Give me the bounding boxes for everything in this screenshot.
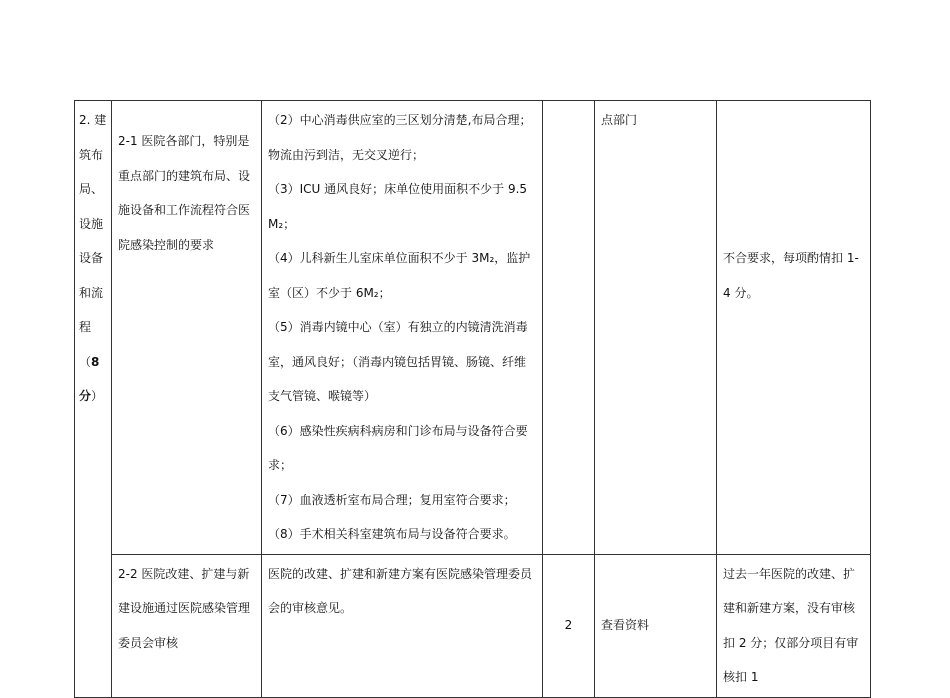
points-value: 2: [564, 618, 573, 633]
item-title-line: 筑布: [79, 147, 104, 162]
points-cell: [543, 101, 595, 555]
evaluation-table: [74, 100, 871, 698]
method-text: 查看资料: [601, 618, 650, 633]
content-line: （3）ICU 通风良好；床单位使用面积不少于 9.5M₂；: [268, 182, 528, 231]
content-cell: [262, 554, 543, 697]
deduction-cell: [717, 554, 871, 697]
item-title-line: 设备: [79, 251, 104, 265]
standard-cell: [112, 101, 262, 555]
item-title-line: 局、: [79, 182, 104, 196]
item-score: 8: [91, 354, 100, 369]
standard-text: 2-2 医院改建、扩建与新建设施通过医院感染管理委员会审核: [118, 566, 251, 650]
item-title-line: 和流: [79, 285, 104, 300]
deduction-text: 不合要求，每项酌情扣 1-4 分。: [723, 251, 859, 300]
table-row: [75, 554, 871, 697]
content-line: （7）血液透析室布局合理；复用室符合要求；: [268, 492, 516, 507]
table-row: [75, 101, 871, 555]
standard-cell: [112, 554, 262, 697]
method-cell: [595, 101, 717, 555]
content-line: （5）消毒内镜中心（室）有独立的内镜清洗消毒室，通风良好；（消毒内镜包括胃镜、肠镜、纤维支气管镜、喉镜等）: [268, 320, 528, 403]
content-line: （4）儿科新生儿室床单位面积不少于 3M₂，监护室（区）不少于 6M₂；: [268, 251, 531, 300]
deduction-cell: [717, 101, 871, 555]
content-line: （8）手术相关科室建筑布局与设备符合要求。: [268, 527, 516, 541]
method-cell: [595, 554, 717, 697]
deduction-text: 过去一年医院的改建、扩建和新建方案，没有审核扣 2 分；仅部分项目有审核扣 1: [723, 566, 859, 684]
item-title-line: 2. 建: [79, 113, 107, 127]
points-cell: [543, 554, 595, 697]
content-line: （2）中心消毒供应室的三区划分清楚,布局合理；物流由污到洁，无交叉逆行；: [268, 113, 532, 162]
content-cell: [262, 101, 543, 555]
item-category-cell: [75, 101, 112, 698]
points-value: [543, 101, 594, 105]
item-score-line: 分）: [79, 389, 104, 403]
content-text: 医院的改建、扩建和新建方案有医院感染管理委员会的审核意见。: [268, 566, 533, 615]
item-title-line: 设施: [79, 216, 104, 231]
method-text: 点部门: [601, 113, 638, 127]
item-title-line: 程: [79, 320, 92, 334]
content-line: （6）感染性疾病科病房和门诊布局与设备符合要求；: [268, 423, 528, 472]
item-score-line: （8: [79, 354, 100, 369]
standard-text: 2-1 医院各部门，特别是重点部门的建筑布局、设施设备和工作流程符合医院感染控制的要求: [118, 134, 251, 252]
